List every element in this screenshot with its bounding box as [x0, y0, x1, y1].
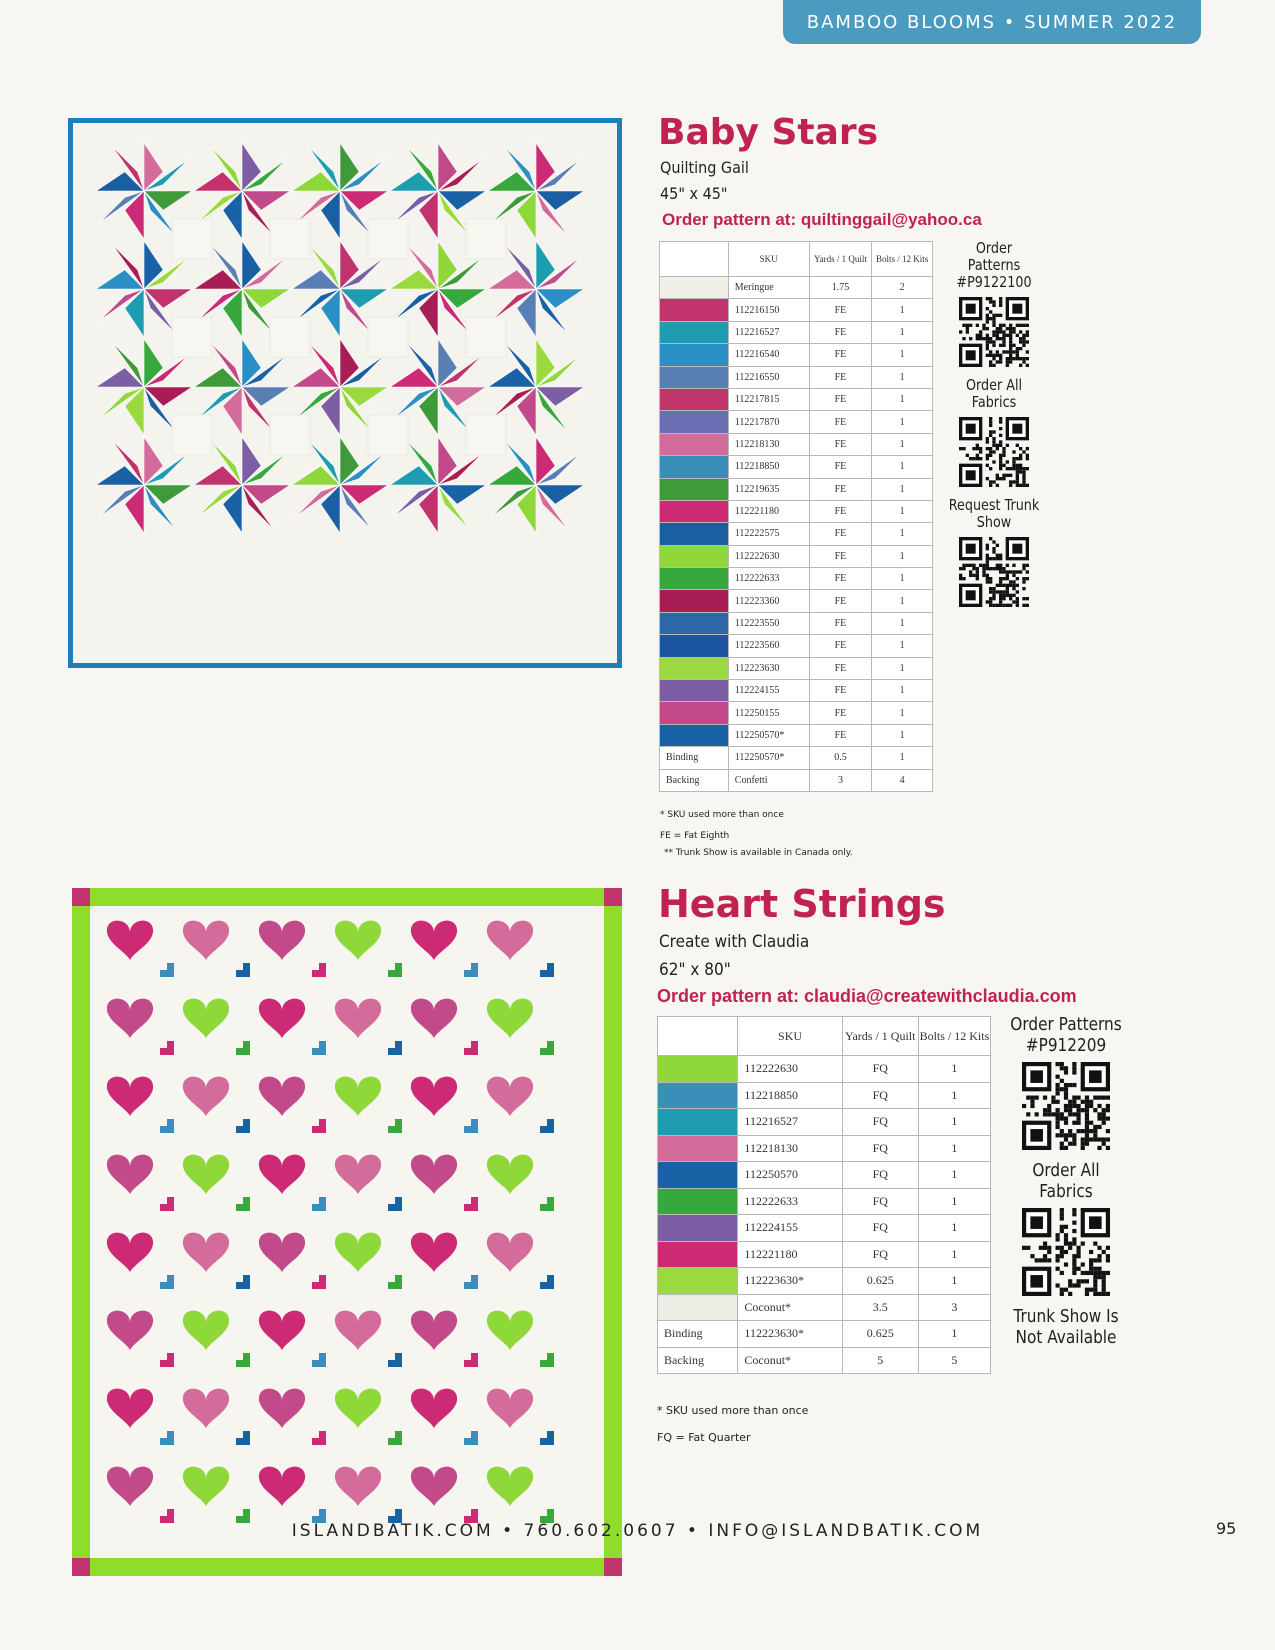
order-fabrics-qr-icon[interactable] — [959, 417, 1029, 487]
yards-cell: 0.625 — [842, 1268, 918, 1295]
sku-cell: 112218130 — [738, 1135, 842, 1162]
fabric-swatch — [658, 1188, 738, 1215]
table-row — [660, 478, 933, 500]
trunk-show-not-available: Trunk Show Is Not Available — [1013, 1306, 1119, 1348]
table-row — [660, 366, 933, 388]
yards-cell: 3.5 — [842, 1294, 918, 1321]
sku-cell: 112216550 — [728, 366, 809, 388]
bolts-cell: 1 — [872, 366, 933, 388]
heart-strings-fabric-table — [657, 1016, 991, 1374]
fabric-swatch — [660, 344, 729, 366]
fabric-swatch — [660, 321, 729, 343]
sku-cell: 112222630 — [728, 545, 809, 567]
heart-strings-footnote-fq: FQ = Fat Quarter — [657, 1431, 751, 1444]
fabric-swatch — [660, 680, 729, 702]
table-row — [660, 321, 933, 343]
yards-header: Yards / 1 Quilt — [809, 242, 872, 277]
sku-cell: 112219635 — [728, 478, 809, 500]
bolts-cell: 1 — [918, 1056, 990, 1083]
fabric-swatch — [658, 1109, 738, 1136]
sku-cell: 112250155 — [728, 702, 809, 724]
table-row — [660, 635, 933, 657]
table-row — [660, 680, 933, 702]
yards-cell: FE — [809, 590, 872, 612]
fabric-swatch — [660, 411, 729, 433]
sku-cell: 112223630 — [728, 657, 809, 679]
sku-cell: 112221180 — [728, 500, 809, 522]
table-row — [658, 1241, 991, 1268]
bolts-cell: 1 — [918, 1082, 990, 1109]
table-row — [660, 500, 933, 522]
yards-cell: FQ — [842, 1082, 918, 1109]
yards-cell: FE — [809, 366, 872, 388]
yards-cell: FE — [809, 411, 872, 433]
yards-cell: FQ — [842, 1056, 918, 1083]
baby-stars-quilt-image — [68, 118, 622, 668]
yards-cell: 3 — [809, 769, 872, 791]
yards-cell: FQ — [842, 1241, 918, 1268]
heart-strings-qr-column — [998, 1014, 1134, 1348]
table-row — [660, 388, 933, 410]
sku-cell: 112222633 — [728, 568, 809, 590]
yards-cell: FE — [809, 299, 872, 321]
bolts-cell: 1 — [872, 568, 933, 590]
bolts-cell: 4 — [872, 769, 933, 791]
sku-cell: Meringue — [728, 277, 809, 299]
sku-cell: 112217815 — [728, 388, 809, 410]
order-patterns-qr-icon[interactable] — [959, 297, 1029, 367]
sku-cell: 112250570* — [728, 724, 809, 746]
sku-cell: 112216150 — [728, 299, 809, 321]
yards-cell: FQ — [842, 1162, 918, 1189]
table-row — [660, 747, 933, 769]
sku-cell: 112223560 — [728, 635, 809, 657]
sku-cell: 112218850 — [738, 1082, 842, 1109]
baby-stars-order-link[interactable]: Order pattern at: quiltinggail@yahoo.ca — [662, 210, 982, 229]
table-row — [658, 1056, 991, 1083]
table-row — [658, 1215, 991, 1242]
swatch-header — [660, 242, 729, 277]
fabric-swatch — [658, 1135, 738, 1162]
fabric-swatch — [660, 523, 729, 545]
sku-cell: 112222630 — [738, 1056, 842, 1083]
sku-header: SKU — [738, 1017, 842, 1056]
yards-cell: 5 — [842, 1347, 918, 1374]
bolts-cell: 1 — [872, 635, 933, 657]
fabric-swatch — [658, 1215, 738, 1242]
bolts-cell: 3 — [918, 1294, 990, 1321]
baby-stars-fabric-table — [659, 241, 933, 792]
table-row — [658, 1268, 991, 1295]
table-row — [660, 411, 933, 433]
yards-cell: FE — [809, 344, 872, 366]
yards-header: Yards / 1 Quilt — [842, 1017, 918, 1056]
sku-cell: 112216527 — [728, 321, 809, 343]
heart-strings-quilt-image — [72, 888, 622, 1576]
sku-cell: 112223630* — [738, 1321, 842, 1348]
bolts-cell: 1 — [872, 433, 933, 455]
fabric-swatch — [658, 1082, 738, 1109]
row-label: Binding — [658, 1321, 738, 1348]
order-patterns-label: Order Patterns #P9122100 — [956, 239, 1032, 291]
fabric-swatch — [660, 702, 729, 724]
fabric-swatch — [660, 635, 729, 657]
yards-cell: FE — [809, 635, 872, 657]
bolts-cell: 1 — [918, 1241, 990, 1268]
sku-cell: 112216540 — [728, 344, 809, 366]
baby-stars-qr-column — [940, 240, 1048, 617]
table-row — [658, 1162, 991, 1189]
bolts-cell: 1 — [872, 523, 933, 545]
yards-cell: FQ — [842, 1215, 918, 1242]
yards-cell: 1.75 — [809, 277, 872, 299]
order-patterns-label: Order Patterns #P912209 — [1010, 1014, 1122, 1056]
bolts-cell: 1 — [872, 456, 933, 478]
baby-stars-footnote-sku: * SKU used more than once — [660, 810, 784, 820]
sku-cell: 112217870 — [728, 411, 809, 433]
bolts-cell: 1 — [872, 680, 933, 702]
fabric-swatch — [660, 724, 729, 746]
fabric-swatch — [660, 388, 729, 410]
bolts-cell: 1 — [918, 1135, 990, 1162]
yards-cell: FQ — [842, 1135, 918, 1162]
bolts-cell: 1 — [918, 1268, 990, 1295]
table-row — [660, 456, 933, 478]
sku-header: SKU — [728, 242, 809, 277]
fabric-swatch — [658, 1241, 738, 1268]
table-row — [660, 433, 933, 455]
table-row — [658, 1188, 991, 1215]
sku-cell: 112250570* — [728, 747, 809, 769]
table-row — [660, 299, 933, 321]
heart-strings-designer: Create with Claudia — [659, 932, 810, 952]
footer-contact: ISLANDBATIK.COM • 760.602.0607 • INFO@ISLANDBATIK.COM — [291, 1521, 984, 1541]
bolts-cell: 1 — [872, 478, 933, 500]
fabric-swatch — [658, 1056, 738, 1083]
sku-cell: 112224155 — [738, 1215, 842, 1242]
row-label: Backing — [660, 769, 729, 791]
fabric-swatch — [660, 299, 729, 321]
bolts-cell: 1 — [872, 299, 933, 321]
fabric-swatch — [660, 612, 729, 634]
trunk-show-qr-icon[interactable] — [959, 537, 1029, 607]
fabric-swatch — [660, 568, 729, 590]
heart-strings-size: 62" x 80" — [659, 960, 731, 980]
bolts-header: Bolts / 12 Kits — [918, 1017, 990, 1056]
sku-cell: 112218850 — [728, 456, 809, 478]
yards-cell: FE — [809, 388, 872, 410]
row-label: Binding — [660, 747, 729, 769]
bolts-cell: 1 — [918, 1321, 990, 1348]
sku-cell: 112224155 — [728, 680, 809, 702]
heart-strings-order-link[interactable]: Order pattern at: claudia@createwithclaudia.com — [657, 986, 1077, 1006]
bolts-header: Bolts / 12 Kits — [872, 242, 933, 277]
yards-cell: FE — [809, 657, 872, 679]
bolts-cell: 5 — [918, 1347, 990, 1374]
fabric-swatch — [660, 500, 729, 522]
table-row — [658, 1082, 991, 1109]
table-row — [658, 1321, 991, 1348]
yards-cell: FE — [809, 500, 872, 522]
baby-stars-size: 45" x 45" — [660, 184, 728, 203]
sku-cell: 112223360 — [728, 590, 809, 612]
bolts-cell: 1 — [872, 747, 933, 769]
yards-cell: FE — [809, 612, 872, 634]
bolts-cell: 1 — [872, 545, 933, 567]
fabric-swatch — [660, 277, 729, 299]
sku-cell: 112221180 — [738, 1241, 842, 1268]
yards-cell: FE — [809, 724, 872, 746]
fabric-swatch — [660, 590, 729, 612]
table-row — [660, 344, 933, 366]
sku-cell: 112216527 — [738, 1109, 842, 1136]
fabric-swatch — [658, 1162, 738, 1189]
table-row — [660, 545, 933, 567]
bolts-cell: 1 — [872, 657, 933, 679]
bolts-cell: 1 — [918, 1215, 990, 1242]
bolts-cell: 1 — [872, 388, 933, 410]
fabric-swatch — [658, 1294, 738, 1321]
bolts-cell: 1 — [872, 724, 933, 746]
bolts-cell: 1 — [872, 500, 933, 522]
fabric-swatch — [658, 1268, 738, 1295]
yards-cell: FE — [809, 433, 872, 455]
sku-cell: Coconut* — [738, 1294, 842, 1321]
table-row — [660, 724, 933, 746]
heart-strings-title: Heart Strings — [658, 882, 946, 926]
fabric-swatch — [660, 433, 729, 455]
yards-cell: FQ — [842, 1109, 918, 1136]
request-trunk-show-label: Request Trunk Show — [948, 496, 1040, 531]
yards-cell: FE — [809, 321, 872, 343]
bolts-cell: 1 — [872, 590, 933, 612]
table-row — [658, 1135, 991, 1162]
bolts-cell: 1 — [918, 1188, 990, 1215]
order-all-fabrics-label: Order All Fabrics — [1032, 1160, 1100, 1202]
page-number: 95 — [1216, 1519, 1237, 1538]
yards-cell: 0.5 — [809, 747, 872, 769]
yards-cell: FE — [809, 523, 872, 545]
baby-stars-quilt-photo — [68, 118, 622, 668]
swatch-header — [658, 1017, 738, 1056]
yards-cell: FE — [809, 680, 872, 702]
table-row — [660, 590, 933, 612]
yards-cell: 0.625 — [842, 1321, 918, 1348]
yards-cell: FE — [809, 545, 872, 567]
order-all-fabrics-label: Order All Fabrics — [965, 376, 1023, 411]
table-row — [658, 1109, 991, 1136]
fabric-swatch — [660, 478, 729, 500]
heart-strings-quilt-photo — [72, 888, 622, 1576]
fabric-swatch — [660, 545, 729, 567]
fabric-swatch — [660, 657, 729, 679]
bolts-cell: 2 — [872, 277, 933, 299]
row-label: Backing — [658, 1347, 738, 1374]
sku-cell: 112250570 — [738, 1162, 842, 1189]
sku-cell: Coconut* — [738, 1347, 842, 1374]
order-fabrics-qr-icon[interactable] — [1022, 1208, 1110, 1296]
table-row — [660, 769, 933, 791]
fabric-swatch — [660, 366, 729, 388]
table-row — [660, 657, 933, 679]
baby-stars-footnote-fe: FE = Fat Eighth — [660, 831, 730, 841]
sku-cell: Confetti — [728, 769, 809, 791]
baby-stars-title: Baby Stars — [658, 112, 879, 153]
bolts-cell: 1 — [918, 1162, 990, 1189]
table-row — [658, 1294, 991, 1321]
heart-strings-footnote-sku: * SKU used more than once — [657, 1404, 809, 1417]
sku-cell: 112222575 — [728, 523, 809, 545]
sku-cell: 112222633 — [738, 1188, 842, 1215]
bolts-cell: 1 — [872, 612, 933, 634]
yards-cell: FE — [809, 456, 872, 478]
issue-header-tab: BAMBOO BLOOMS • SUMMER 2022 — [783, 0, 1201, 44]
baby-stars-footnote-trunk: ** Trunk Show is available in Canada only. — [664, 848, 853, 858]
bolts-cell: 1 — [872, 344, 933, 366]
bolts-cell: 1 — [872, 321, 933, 343]
yards-cell: FQ — [842, 1188, 918, 1215]
table-row — [660, 277, 933, 299]
order-patterns-qr-icon[interactable] — [1022, 1062, 1110, 1150]
bolts-cell: 1 — [872, 411, 933, 433]
bolts-cell: 1 — [872, 702, 933, 724]
table-row — [660, 568, 933, 590]
table-row — [660, 612, 933, 634]
yards-cell: FE — [809, 568, 872, 590]
table-row — [660, 523, 933, 545]
fabric-swatch — [660, 456, 729, 478]
sku-cell: 112223550 — [728, 612, 809, 634]
table-row — [660, 702, 933, 724]
table-row — [658, 1347, 991, 1374]
bolts-cell: 1 — [918, 1109, 990, 1136]
yards-cell: FE — [809, 702, 872, 724]
sku-cell: 112218130 — [728, 433, 809, 455]
sku-cell: 112223630* — [738, 1268, 842, 1295]
baby-stars-designer: Quilting Gail — [660, 158, 749, 177]
yards-cell: FE — [809, 478, 872, 500]
